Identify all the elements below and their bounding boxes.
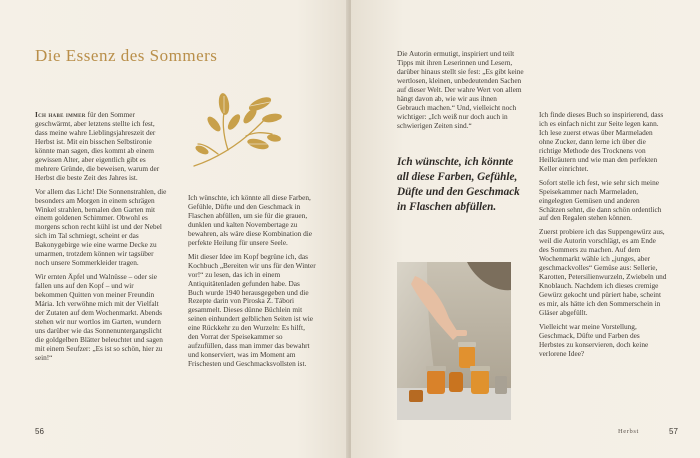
paragraph: Mit dieser Idee im Kopf begrüne ich, das Kochbuch „Bereiten wir uns für den Winter vor!“ zu lesen, das ich in einem Antiquitätenladen gefunden habe. Das Buch wurde 1940 herausgegeben und die Rezepte darin von Piroska Z. Tábori gesammelt. Dieses dünne Büchlein mit seinen einhundert gelblichen Seiten ist wie eine Rückkehr zu den Wurzeln: Es hilft, den Vorrat der Speisekammer so aufzufüllen, dass man immer das bewahrt und konserviert, was im Moment am Frischesten und Geschmacksvollsten ist. <box>188 251 316 369</box>
running-head: Herbst <box>618 428 639 435</box>
left-column-1 <box>35 111 167 368</box>
paragraph: Wir ernten Äpfel und Walnüsse – oder sie fallen uns auf den Kopf – und wir bekommen Quitten von meiner Freundin Mária. Ich verwöhne mich mit der Vielfalt der Zutaten auf dem Wochenmarkt. Abends stehen wir nur wortlos im Garten, wundern uns darüber wie das Sonnenuntergangslicht die goldgelben Blätter beleuchtet und sagen mit einem Seufzer: „Es ist so schön, hier zu sein!“ <box>35 272 163 362</box>
golden-leaf-branch-icon <box>188 88 282 172</box>
jars-photo <box>397 262 511 420</box>
paragraph: Die Autorin ermutigt, inspiriert und teilt Tipps mit ihren Leserinnen und Lesern, darüber hinaus stellt sie fest: „Es gibt keine wertlosen, kleinen, unbedeutenden Sachen auf dieser Welt. Der wahre Wert von allem hängt davon ab, wie wir aus ihnen Gebrauch machen.“ Und, vielleicht noch wichtiger: „Ich weiß nur doch auch in schwierigen Zeiten sind.“ <box>397 49 524 130</box>
pull-quote: Ich wünschte, ich könnte all diese Farben, Gefühle, Düfte und den Geschmack in Flaschen abfüllen. <box>397 156 520 213</box>
right-column-2 <box>539 111 667 364</box>
paragraph: Zuerst probiere ich das Suppengewürz aus, weil die Autorin vorschlägt, es am Ende des Sommers zu machen. Auf dem Wochenmarkt wähle ich „junges, aber geschmackvolles“ Gemüse aus: Sellerie, Karotten, Petersilienwurzeln, Zwiebeln und Knoblauch. Nachdem ich dieses cremige Gewürz gekocht und püriert habe, scheint es mir, als hätte ich den Sommerschein in Gläser abgefüllt. <box>539 227 667 318</box>
paragraph: Sofort stelle ich fest, wie sehr sich meine Speisekammer nach Marmeladen, eingelegten Gemüsen und anderen Schätzen sehnt, die dann schön ordentlich auf den Regalen stehen können. <box>539 177 662 223</box>
page-number: 56 <box>35 427 44 436</box>
page-number: 57 <box>669 427 678 436</box>
right-column-1 <box>397 50 525 136</box>
paragraph-text: für den Sommer geschwärmt, aber letztens stellte ich fest, dass meine wahre Lieblingsjahreszeit der Herbst ist. Mit ein bisschen Selbstironie könnte man sagen, dies kommt ab einem gewissen Alter, aber eigentlich gibt es mehrere Gründe, die beweisen, warum der Herbst die beste Zeit des Jahres ist. <box>35 110 160 182</box>
left-column-2 <box>188 194 316 374</box>
paragraph: Ich finde dieses Buch so inspirierend, dass ich es einfach nicht zur Seite legen kann. Ich lese zuerst etwas über Marmeladen ohne Zucker, dann lerne ich über die richtige Methode des Trocknens von Heilkräutern und wie man den perfekten Keller einrichtet. <box>539 110 664 173</box>
paragraph: Ich wünschte, ich könnte all diese Farben, Gefühle, Düfte und den Geschmack in Flaschen abfüllen, um sie für die grauen, dunklen und kalten Novembertage zu bewahren, als wäre diese Kombination die perfekte Heilung für unsere Seele. <box>188 193 313 247</box>
chapter-title: Die Essenz des Sommers <box>35 46 218 65</box>
paragraph: Vielleicht war meine Vorstellung, Geschmack, Düfte und Farben des Herbstes zu konservieren, doch keine verlorene Idee? <box>539 321 649 358</box>
left-page <box>0 0 349 458</box>
paragraph: Vor allem das Licht! Die Sonnenstrahlen, die besonders am Morgen in einem schrägen Winkel strahlen, bemalen den Garten mit einem goldenen Schimmer. Obwohl es morgens schon recht kühl ist und der Nebel sich im Tal schmiegt, scheint er das Bakonygebirge wie eine warme Decke zu umarmen, trotzdem können wir tagsüber noch unsere Sommerkleider tragen. <box>35 186 167 268</box>
paragraph <box>35 111 167 183</box>
lead-in: Ich habe immer <box>35 110 86 119</box>
